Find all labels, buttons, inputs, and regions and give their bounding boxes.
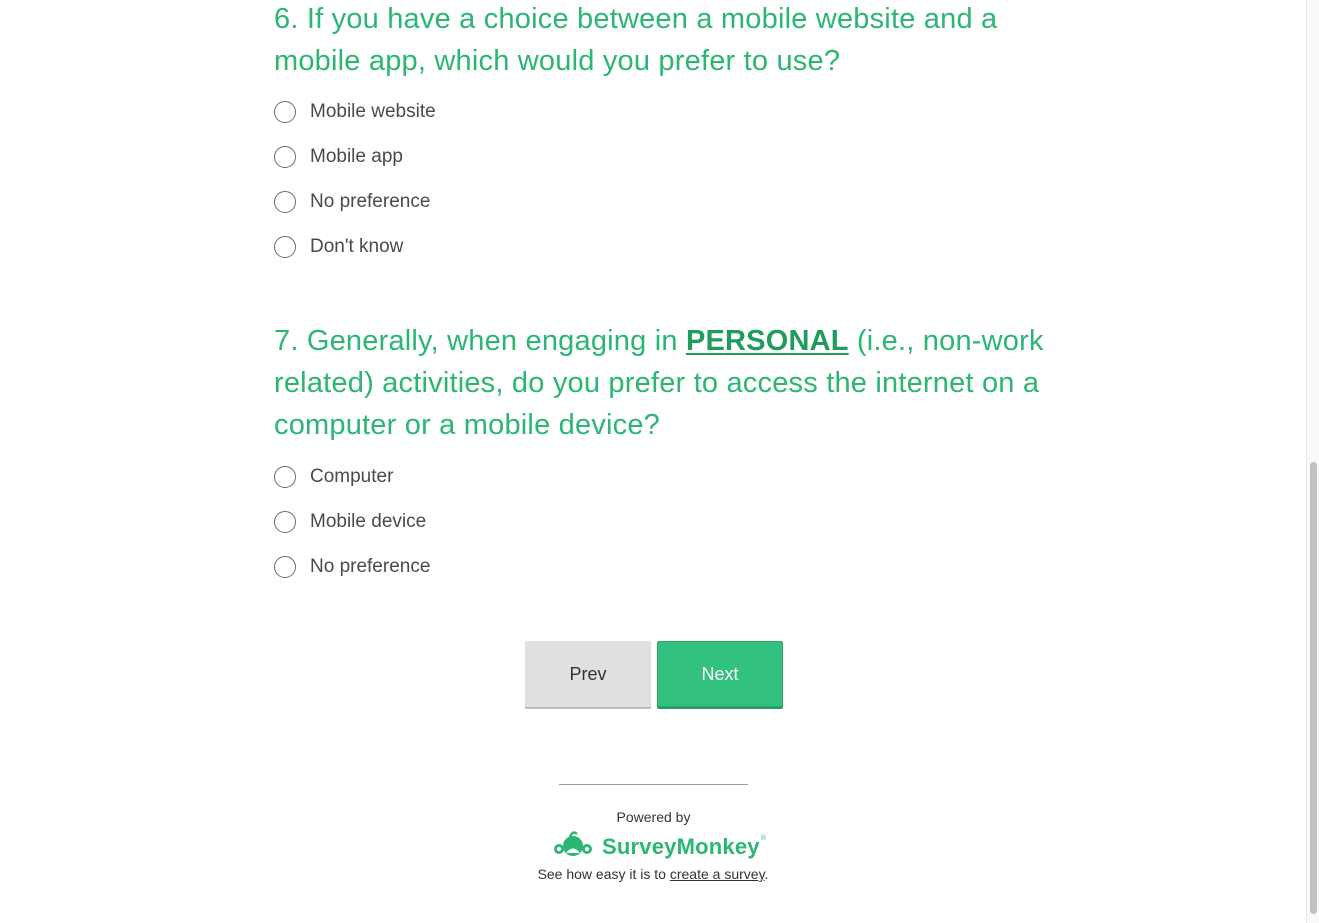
choice-mobile-app[interactable] [274, 144, 1064, 170]
next-button[interactable]: Next [657, 641, 783, 707]
create-survey-cta [430, 866, 876, 882]
footer-divider [559, 784, 748, 785]
cta-prefix: See how easy it is to [537, 866, 670, 882]
prev-button[interactable]: Prev [525, 641, 651, 707]
question-7 [274, 320, 1064, 446]
question-7-title-suffix: (i.e., non-work related) activities, do you prefer to access the internet on a computer or a mobile device? [274, 325, 1044, 441]
question-6-title: 6. If you have a choice between a mobile website and a mobile app, which would you prefer to use? [274, 3, 998, 77]
question-6-choices [274, 99, 1064, 260]
choice-mobile-website[interactable] [274, 99, 1064, 125]
choice-label: Computer [310, 466, 394, 487]
create-survey-link[interactable]: create a survey [669, 866, 765, 882]
choice-label: No preference [310, 556, 431, 577]
radio-button[interactable] [274, 511, 296, 533]
monkey-logo-icon [552, 829, 594, 864]
radio-button[interactable] [274, 466, 296, 488]
radio-button[interactable] [274, 146, 296, 168]
brand-name: SurveyMonkey [602, 833, 760, 859]
choice-label: Don't know [310, 236, 404, 257]
brand-registered-mark: ® [760, 835, 766, 842]
question-6 [274, 0, 1064, 82]
radio-button[interactable] [274, 556, 296, 578]
question-7-title-prefix: 7. Generally, when engaging in [274, 325, 686, 357]
question-7-emphasis: PERSONAL [685, 325, 849, 357]
radio-button[interactable] [274, 191, 296, 213]
choice-no-preference[interactable] [274, 189, 1064, 215]
choice-no-preference[interactable] [274, 554, 1064, 580]
choice-label: Mobile app [310, 146, 403, 167]
choice-label: Mobile website [310, 101, 436, 122]
scrollbar-track[interactable] [1306, 0, 1319, 923]
choice-mobile-device[interactable] [274, 509, 1064, 535]
radio-button[interactable] [274, 101, 296, 123]
choice-computer[interactable] [274, 464, 1064, 490]
question-7-title [274, 320, 1064, 446]
choice-label: Mobile device [310, 511, 427, 532]
scrollbar-thumb[interactable] [1310, 462, 1317, 914]
radio-button[interactable] [274, 236, 296, 258]
powered-by-text: Powered by [616, 809, 691, 825]
choice-label: No preference [310, 191, 431, 212]
choice-dont-know[interactable] [274, 234, 1064, 260]
surveymonkey-logo[interactable] [552, 829, 766, 864]
cta-suffix: . [764, 866, 769, 882]
question-7-choices [274, 464, 1064, 580]
